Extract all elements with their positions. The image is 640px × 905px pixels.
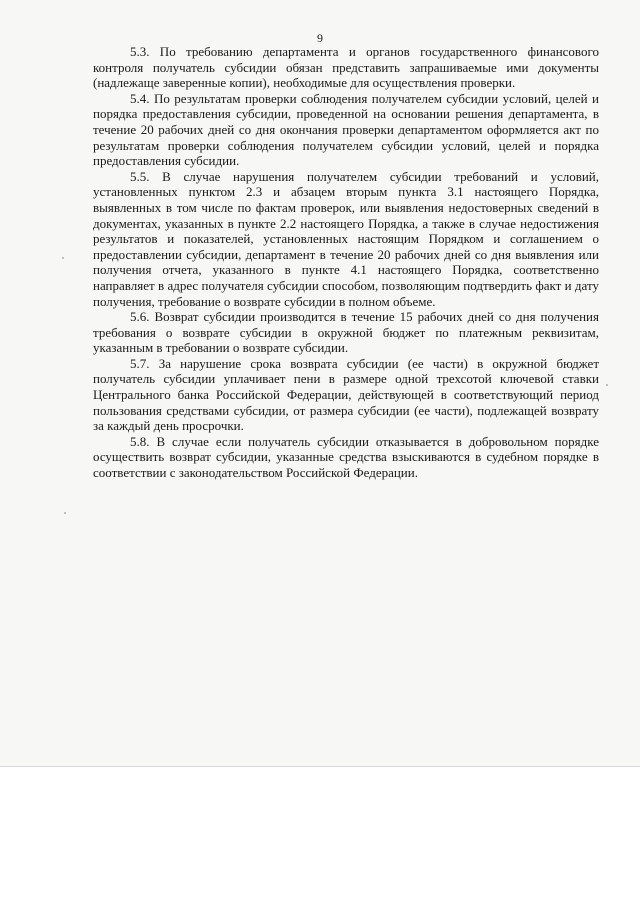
scan-speck — [606, 384, 608, 386]
paragraph-5-6: 5.6. Возврат субсидии производится в течение 15 рабочих дней со дня получения требования о возврате субсидии в окружной бюджет по платежным реквизитам, указанным в требовании о возврате субсидии. — [93, 309, 599, 356]
paragraph-5-4: 5.4. По результатам проверки соблюдения получателем субсидии условий, целей и порядка предоставления субсидии, проведенной на основании решения департамента, в течение 20 рабочих дней со дня окончания проверки департаментом оформляется акт по результатам проверки соблюдения получателем субсидии условий, целей и порядка предоставления субсидии. — [93, 90, 599, 169]
scan-speck — [64, 512, 66, 514]
page-number: 9 — [317, 31, 323, 45]
blank-area — [0, 767, 640, 905]
paragraph-5-7: 5.7. За нарушение срока возврата субсидии (ее части) в окружной бюджет получатель субсидии уплачивает пени в размере одной трехсотой ключевой ставки Центрального банка Российской Федерации, действующей в соответствующий период пользования средствами субсидии, от размера субсидии (ее части), подлежащей возврату за каждый день просрочки. — [93, 355, 599, 434]
paragraph-5-8: 5.8. В случае если получатель субсидии отказывается в добровольном порядке осуществить возврат субсидии, указанные средства взыскиваются в судебном порядке в соответствии с законодательством Российской Федерации. — [93, 433, 599, 481]
paragraph-5-5: 5.5. В случае нарушения получателем субсидии требований и условий, установленных пунктом 2.3 и абзацем вторым пункта 3.1 настоящего Порядка, выявленных в том числе по фактам проверок, или выявления недостоверных сведений в документах, указанных в пункте 2.2 настоящего Порядка, а также в случае недостижения результатов и показателей, установленных настоящим Порядком и соглашением о предоставлении субсидии, департамент в течение 20 рабочих дней со дня выявления или получения отчета, указанного в пункте 4.1 настоящего Порядка, соответственно направляет в адрес получателя субсидии способом, позволяющим подтвердить факт и дату получения, требование о возврате субсидии в полном объеме. — [93, 168, 599, 309]
paragraph-5-3: 5.3. По требованию департамента и органов государственного финансового контроля получатель субсидии обязан представить запрашиваемые ими документы (надлежаще заверенные копии), необходимые для осуществления проверки. — [93, 44, 599, 91]
scan-speck — [62, 257, 64, 259]
document-body — [93, 44, 599, 481]
